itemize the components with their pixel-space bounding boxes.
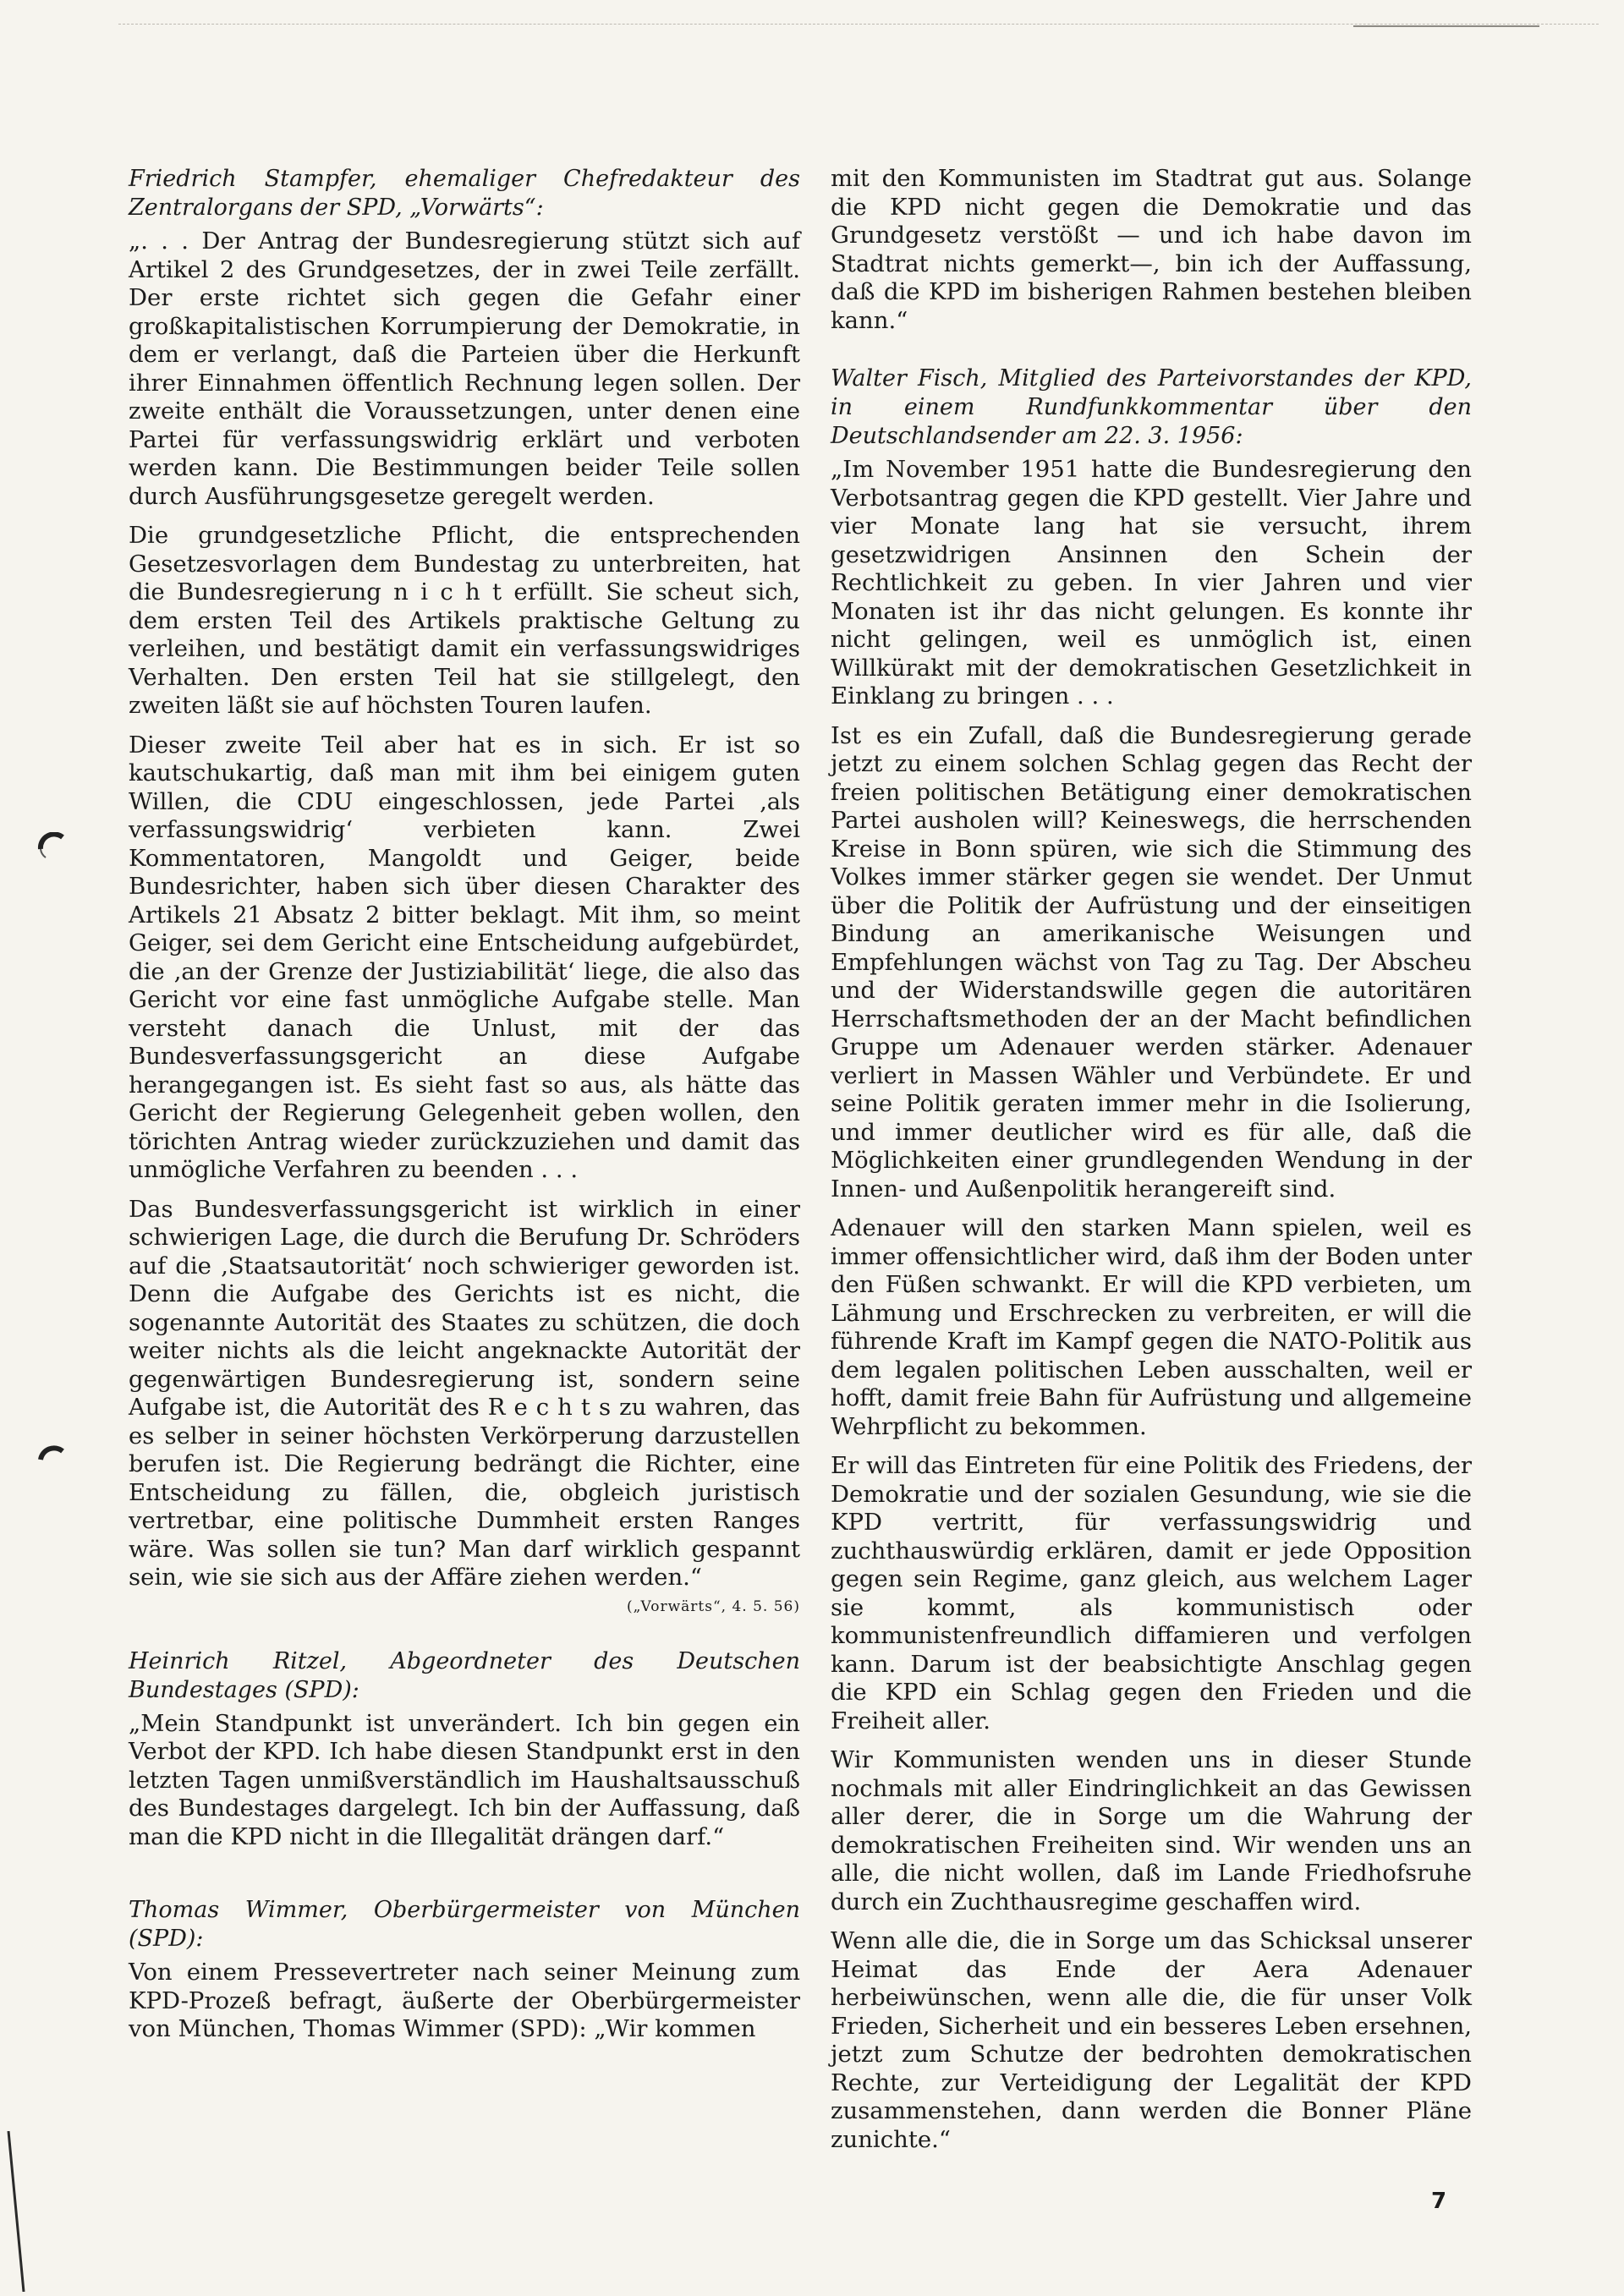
wimmer-attribution: Thomas Wimmer, Oberbürgermeister von München (SPD):	[129, 1897, 800, 1952]
punch-hole-mark	[37, 832, 66, 861]
ritzel-paragraph: „Mein Standpunkt ist unverändert. Ich bin gegen ein Verbot der KPD. Ich habe diesen Standpunkt erst in den letzten Tagen unmißverständlich im Haushaltsausschuß des Bundestages dargelegt. Ich bin der Auffassung, daß man die KPD nicht in die Illegalität drängen darf.“	[129, 1709, 800, 1850]
punch-hole-mark	[37, 1444, 66, 1473]
left-column	[129, 165, 800, 2055]
scan-edge-mark	[5, 2131, 39, 2292]
scan-artifact-line	[1353, 25, 1539, 27]
stampfer-paragraph: Die grundgesetzliche Pflicht, die entsprechenden Gesetzesvorlagen dem Bundestag zu unterbreiten, hat die Bundesregierung n i c h t erfüllt. Sie scheut sich, dem ersten Teil des Artikels praktische Geltung zu verleihen, und bestätigt damit ein verfassungswidriges Verhalten. Den ersten Teil hat sie stillgelegt, den zweiten läßt sie auf höchsten Touren laufen.	[129, 522, 800, 719]
ritzel-attribution: Heinrich Ritzel, Abgeordneter des Deutschen Bundestages (SPD):	[129, 1647, 800, 1703]
stampfer-paragraph: Das Bundesverfassungsgericht ist wirklich in einer schwierigen Lage, die durch die Berufung Dr. Schröders auf die ‚Staatsautorität‘ noch schwieriger geworden ist. Denn die Aufgabe des Gerichts ist es nicht, die sogenannte Autorität des Staates zu schützen, die doch weiter nichts als die leicht angeknackte Autorität der gegenwärtigen Bundesregierung ist, sondern seine Aufgabe ist, die Autorität des R e c h t s zu wahren, das es selber in seiner höchsten Verkörperung darzustellen berufen ist. Die Regierung bedrängt die Richter, eine Entscheidung zu fällen, die, obgleich juristisch vertretbar, eine politische Dummheit ersten Ranges wäre. Was sollen sie tun? Man darf wirklich gespannt sein, wie sie sich aus der Affäre ziehen werden.“	[129, 1195, 800, 1591]
page-number: 7	[1431, 2189, 1447, 2214]
fisch-paragraph: Wir Kommunisten wenden uns in dieser Stunde nochmals mit aller Eindringlichkeit an das Gewissen aller derer, die in Sorge um die Wahrung der demokratischen Freiheiten sind. Wir wenden uns an alle, die nicht wollen, daß im Lande Friedhofsruhe durch ein Zuchthausregime geschaffen wird.	[831, 1746, 1472, 1915]
stampfer-attribution: Friedrich Stampfer, ehemaliger Chefredakteur des Zentralorgans der SPD, „Vorwärts“:	[129, 166, 800, 221]
right-column	[831, 165, 1472, 2165]
fisch-paragraph: Adenauer will den starken Mann spielen, weil es immer offensichtlicher wird, daß ihm der Boden unter den Füßen schwankt. Er will die KPD verbieten, um Lähmung und Erschrecken zu verbreiten, er will die führende Kraft im Kampf gegen die NATO-Politik aus dem legalen politischen Leben ausschalten, weil er hofft, damit freie Bahn für Aufrüstung und allgemeine Wehrpflicht zu bekommen.	[831, 1214, 1472, 1440]
fisch-paragraph: Er will das Eintreten für eine Politik des Friedens, der Demokratie und der sozialen Gesundung, wie sie die KPD vertritt, für verfassungswidrig und zuchthauswürdig erklären, damit er jede Opposition gegen sein Regime, ganz gleich, aus welchem Lager sie kommt, als kommunistisch oder kommunistenfreundlich diffamieren und verfolgen kann. Darum ist der beabsichtigte Anschlag gegen die KPD ein Schlag gegen den Frieden und die Freiheit aller.	[831, 1452, 1472, 1734]
fisch-attribution: Walter Fisch, Mitglied des Parteivorstandes der KPD, in einem Rundfunkkommentar über den Deutschlandsender am 22. 3. 1956:	[831, 365, 1472, 449]
stampfer-paragraph: „. . . Der Antrag der Bundesregierung stützt sich auf Artikel 2 des Grundgesetzes, der in zwei Teile zerfällt. Der erste richtet sich gegen die Gefahr einer großkapitalistischen Korrumpierung der Demokratie, in dem er verlangt, daß die Parteien über die Herkunft ihrer Einnahmen öffentlich Rechnung legen sollen. Der zweite enthält die Voraussetzungen, unter denen eine Partei für verfassungswidrig erklärt und verboten werden kann. Die Bestimmungen beider Teile sollen durch Ausführungsgesetze geregelt werden.	[129, 227, 800, 510]
source-citation: („Vorwärts“, 4. 5. 56)	[627, 1597, 800, 1615]
wimmer-paragraph: Von einem Pressevertreter nach seiner Meinung zum KPD-Prozeß befragt, äußerte der Oberbürgermeister von München, Thomas Wimmer (SPD): „Wir kommen	[129, 1959, 800, 2042]
stampfer-paragraph: Dieser zweite Teil aber hat es in sich. Er ist so kautschukartig, daß man mit ihm bei einigem guten Willen, die CDU eingeschlossen, jede Partei ‚als verfassungswidrig‘ verbieten kann. Zwei Kommentatoren, Mangoldt und Geiger, beide Bundesrichter, haben sich über diesen Charakter des Artikels 21 Absatz 2 bitter beklagt. Mit ihm, so meint Geiger, sei dem Gericht eine Entscheidung aufgebürdet, die ‚an der Grenze der Justiziabilität‘ liege, die also das Gericht vor eine fast unmögliche Aufgabe stelle. Man versteht danach die Unlust, mit der das Bundesverfassungsgericht an diese Aufgabe herangegangen ist. Es sieht fast so aus, als hätte das Gericht der Regierung Gelegenheit geben wollen, den törichten Antrag wieder zurückzuziehen und damit das unmögliche Verfahren zu beenden . . .	[129, 731, 800, 1183]
wimmer-paragraph-continued: mit den Kommunisten im Stadtrat gut aus. Solange die KPD nicht gegen die Demokratie und das Grundgesetz verstößt — und ich habe davon im Stadtrat nichts gemerkt—, bin ich der Auffassung, daß die KPD im bisherigen Rahmen bestehen bleiben kann.“	[831, 165, 1472, 334]
fisch-paragraph: „Im November 1951 hatte die Bundesregierung den Verbotsantrag gegen die KPD gestellt. Vier Jahre und vier Monate lang hat sie versucht, ihrem gesetzwidrigen Ansinnen den Schein der Rechtlichkeit zu geben. In vier Jahren und vier Monaten ist ihr das nicht gelungen. Es konnte ihr nicht gelingen, weil es unmöglich ist, einen Willkürakt mit der demokratischen Gesetzlichkeit in Einklang zu bringen . . .	[831, 456, 1472, 710]
scan-artifact-line	[118, 24, 1599, 25]
fisch-paragraph: Wenn alle die, die in Sorge um das Schicksal unserer Heimat das Ende der Aera Adenauer herbeiwünschen, wenn alle die, die für unser Volk Frieden, Sicherheit und ein besseres Leben ersehnen, jetzt zum Schutze der bedrohten demokratischen Rechte, zur Verteidigung der Legalität der KPD zusammenstehen, dann werden die Bonner Pläne zunichte.“	[831, 1927, 1472, 2153]
fisch-paragraph: Ist es ein Zufall, daß die Bundesregierung gerade jetzt zu einem solchen Schlag gegen das Recht der freien politischen Betätigung einer demokratischen Partei ausholen will? Keineswegs, die herrschenden Kreise in Bonn spüren, wie sich die Stimmung des Volkes immer stärker gegen sie wendet. Der Unmut über die Politik der Aufrüstung und der einseitigen Bindung an amerikanische Weisungen und Empfehlungen wächst von Tag zu Tag. Der Abscheu und der Widerstandswille gegen die autoritären Herrschaftsmethoden der an der Macht befindlichen Gruppe um Adenauer werden stärker. Adenauer verliert in Massen Wähler und Verbündete. Er und seine Politik geraten immer mehr in die Isolierung, und immer deutlicher wird es für alle, daß die Möglichkeiten einer grundlegenden Wendung in der Innen- und Außenpolitik herangereift sind.	[831, 721, 1472, 1203]
